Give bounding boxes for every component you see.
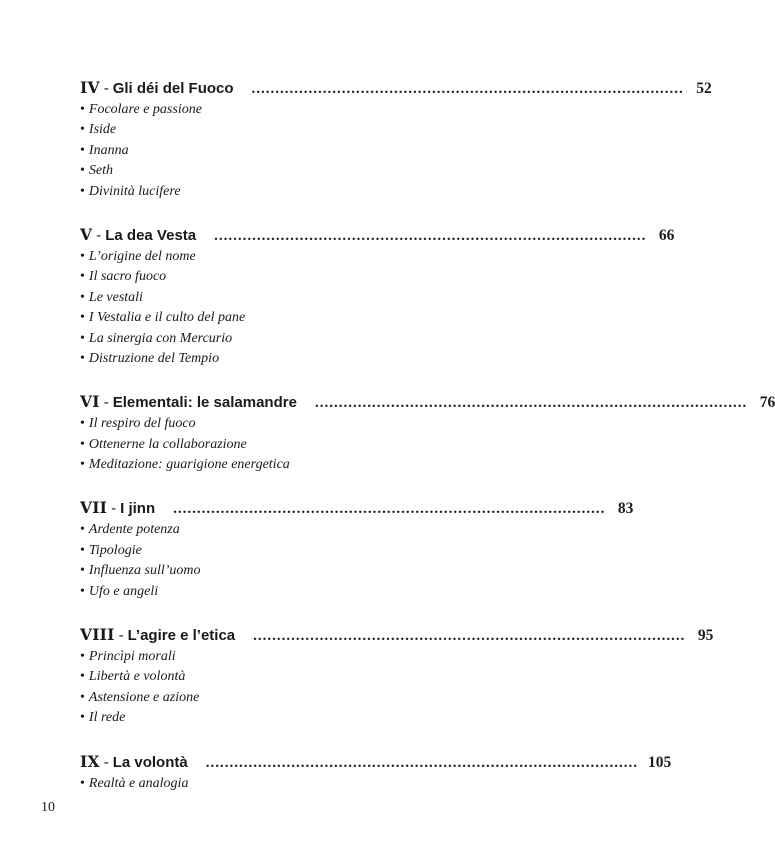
bullet-icon: • — [80, 710, 85, 726]
section-title: Divinità lucifere — [88, 183, 181, 199]
section-item — [80, 414, 520, 434]
page-number: 10 — [41, 800, 55, 815]
section-item — [80, 267, 520, 287]
section-item — [80, 688, 520, 708]
section-item — [80, 708, 520, 728]
section-title: Il sacro fuoco — [88, 269, 167, 285]
chapter-separator: - — [103, 753, 109, 771]
chapter-page-number: 83 — [617, 500, 634, 518]
bullet-icon: • — [80, 330, 85, 346]
section-item — [80, 247, 520, 267]
chapter-entry — [80, 76, 712, 202]
section-item — [80, 667, 520, 687]
section-title: Il rede — [88, 710, 126, 726]
chapter-separator: - — [118, 627, 124, 645]
section-item — [80, 774, 520, 794]
section-title: La sinergia con Mercurio — [88, 330, 233, 346]
section-title: I Vestalia e il culto del pane — [88, 310, 246, 326]
chapter-page-number: 52 — [696, 80, 712, 97]
section-title: Libertà e volontà — [88, 669, 186, 685]
chapter-page-number: 76 — [759, 394, 775, 412]
section-title: Tipologie — [88, 542, 142, 558]
section-item — [80, 100, 520, 120]
section-list — [80, 774, 520, 794]
bullet-icon: • — [80, 649, 85, 665]
bullet-icon: • — [80, 522, 85, 538]
chapter-entry — [80, 223, 675, 369]
chapter-separator: - — [96, 226, 102, 244]
section-item — [80, 455, 520, 475]
section-list — [80, 647, 520, 729]
chapter-title: L’agire e l’etica — [127, 627, 236, 645]
bullet-icon: • — [80, 689, 85, 705]
chapter-number: V — [80, 224, 93, 244]
bullet-icon: • — [80, 248, 85, 264]
chapter-separator: - — [103, 80, 109, 97]
section-item — [80, 182, 520, 202]
section-title: Astensione e azione — [88, 689, 200, 705]
dot-leader: ........................................................................................... — [214, 227, 647, 244]
bullet-icon: • — [80, 542, 85, 558]
bullet-icon: • — [80, 183, 85, 199]
bullet-icon: • — [80, 289, 85, 305]
section-list — [80, 520, 520, 602]
dot-leader: ........................................................................................... — [173, 501, 606, 518]
chapter-title: Elementali: le salamandre — [112, 394, 297, 412]
section-title: Le vestali — [88, 289, 143, 305]
section-item — [80, 288, 520, 308]
chapter-entry — [80, 623, 714, 729]
chapter-title: La volontà — [112, 753, 188, 771]
chapter-page-number: 95 — [697, 627, 714, 645]
chapter-number: IX — [80, 751, 100, 771]
bullet-icon: • — [80, 457, 85, 473]
section-item — [80, 120, 520, 140]
bullet-icon: • — [80, 436, 85, 452]
bullet-icon: • — [80, 416, 85, 432]
section-item — [80, 541, 520, 561]
bullet-icon: • — [80, 583, 85, 599]
chapter-entry — [80, 390, 775, 475]
section-list — [80, 100, 520, 202]
section-item — [80, 582, 520, 602]
chapter-entry — [80, 750, 672, 794]
chapter-heading — [80, 623, 714, 647]
section-title: Ufo e angeli — [88, 583, 159, 599]
chapter-number: VIII — [80, 625, 115, 645]
bullet-icon: • — [80, 269, 85, 285]
section-list — [80, 247, 520, 369]
section-item — [80, 561, 520, 581]
section-item — [80, 647, 520, 667]
bullet-icon: • — [80, 142, 85, 158]
chapter-title: I jinn — [120, 500, 156, 518]
dot-leader: ........................................................................................... — [251, 81, 684, 97]
chapter-heading — [80, 750, 672, 774]
section-title: L’origine del nome — [88, 248, 196, 264]
section-item — [80, 435, 520, 455]
section-item — [80, 520, 520, 540]
section-title: Focolare e passione — [88, 102, 202, 117]
section-title: Ardente potenza — [88, 522, 180, 538]
section-title: Il respiro del fuoco — [88, 416, 196, 432]
chapter-title: La dea Vesta — [105, 226, 197, 244]
section-title: Realtà e analogia — [88, 775, 189, 791]
section-title: Princìpi morali — [88, 649, 176, 665]
section-item — [80, 329, 520, 349]
section-title: Distruzione del Tempio — [88, 350, 220, 366]
bullet-icon: • — [80, 563, 85, 579]
section-item — [80, 308, 520, 328]
chapter-heading — [80, 496, 634, 520]
section-list — [80, 414, 520, 475]
section-title: Influenza sull’uomo — [88, 563, 201, 579]
dot-leader: ........................................................................................... — [314, 395, 748, 412]
section-title: Ottenerne la collaborazione — [88, 436, 247, 452]
chapter-page-number: 66 — [658, 226, 675, 244]
chapter-number: IV — [80, 78, 100, 97]
chapter-separator: - — [103, 394, 109, 412]
bullet-icon: • — [80, 310, 85, 326]
bullet-icon: • — [80, 775, 85, 791]
chapter-page-number: 105 — [647, 753, 672, 771]
bullet-icon: • — [80, 669, 85, 685]
section-title: Iside — [88, 122, 117, 138]
section-title: Inanna — [88, 142, 129, 158]
chapter-heading — [80, 76, 712, 100]
chapter-number: VII — [80, 498, 108, 518]
bullet-icon: • — [80, 122, 85, 138]
bullet-icon: • — [80, 350, 85, 366]
table-of-contents — [80, 76, 775, 815]
chapter-heading — [80, 223, 675, 247]
chapter-title: Gli déi del Fuoco — [112, 80, 234, 97]
chapter-separator: - — [111, 500, 117, 518]
chapter-heading — [80, 390, 775, 414]
section-item — [80, 141, 520, 161]
section-item — [80, 161, 520, 181]
bullet-icon: • — [80, 102, 85, 117]
section-title: Seth — [88, 163, 114, 179]
chapter-number: VI — [80, 392, 100, 412]
dot-leader: ........................................................................................... — [205, 754, 638, 771]
bullet-icon: • — [80, 163, 85, 179]
section-title: Meditazione: guarigione energetica — [88, 457, 290, 473]
section-item — [80, 349, 520, 369]
chapter-entry — [80, 496, 634, 602]
dot-leader: ........................................................................................... — [253, 628, 686, 645]
